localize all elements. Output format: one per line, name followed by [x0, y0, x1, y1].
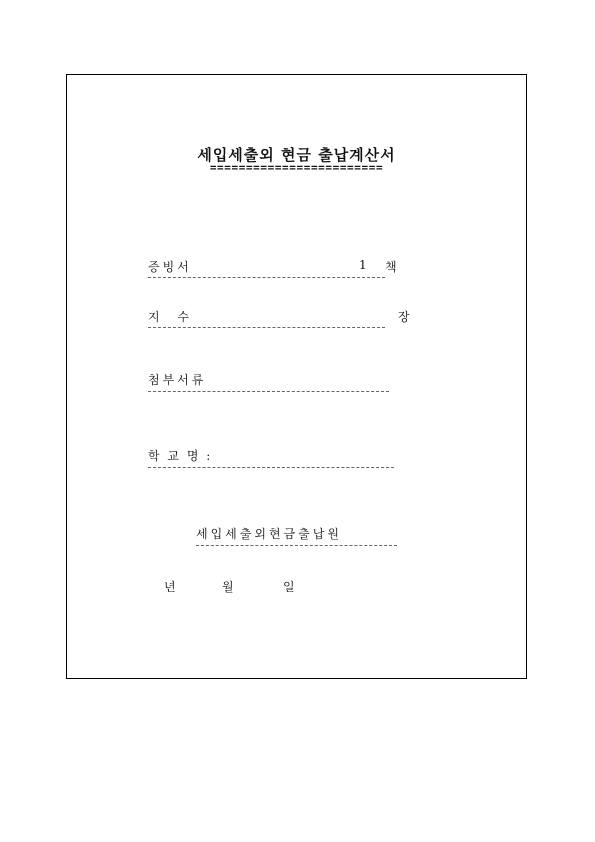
sheets-unit: 장 [398, 310, 410, 324]
attachments-label: 첨부서류 [148, 373, 207, 387]
date-month: 월 [222, 580, 234, 594]
document-title: 세입세출외 현금 출납계산서 [197, 146, 396, 164]
evidence-underline [148, 277, 385, 278]
school-label: 학 교 명 : [148, 449, 213, 463]
date-year: 년 [164, 580, 176, 594]
attachments-underline [148, 391, 389, 392]
sheets-label: 지 수 [148, 310, 189, 324]
officer-title: 세입세출외현금출납원 [196, 527, 342, 541]
evidence-label: 증빙서 [148, 260, 192, 274]
school-underline [148, 467, 394, 468]
evidence-unit: 책 [385, 260, 397, 274]
date-day: 일 [283, 580, 295, 594]
title-underline: ======================== [209, 161, 384, 174]
form-frame [66, 74, 527, 679]
officer-underline [196, 545, 397, 546]
sheets-underline [148, 327, 385, 328]
evidence-count: 1 [359, 258, 367, 272]
